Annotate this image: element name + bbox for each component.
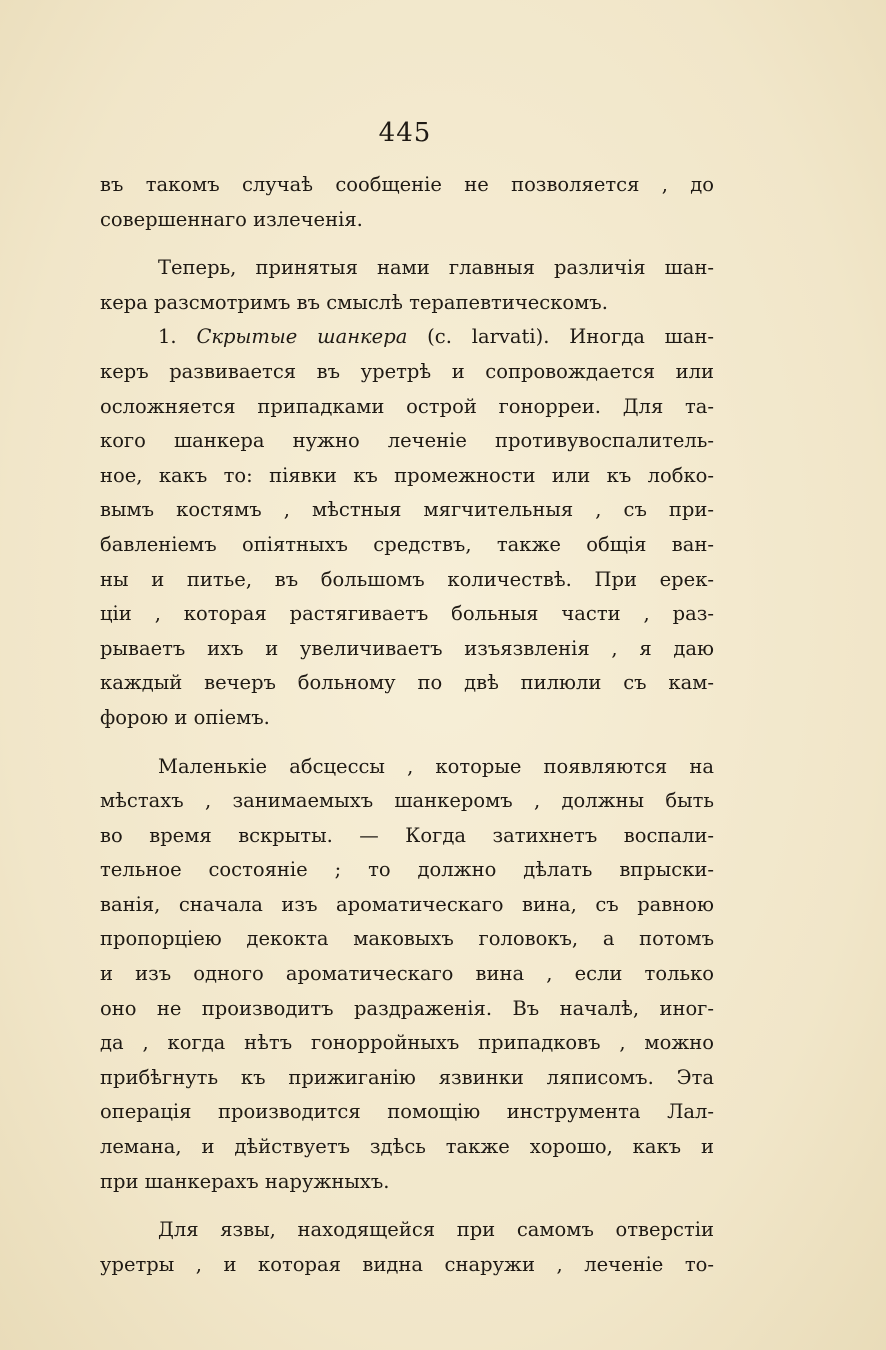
- text-line: при шанкерахъ наружныхъ.: [100, 1169, 390, 1193]
- text-line: мѣстахъ , занимаемыхъ шанкеромъ , должны быть: [100, 789, 714, 813]
- text-line: вымъ костямъ , мѣстныя мягчительныя , съ при-: [100, 498, 714, 522]
- italic-term: Скрытые шанкера: [196, 325, 408, 349]
- text-line: во время вскрыты. — Когда затихнетъ воспали-: [100, 823, 714, 847]
- text-line: Маленькіе абсцессы , которые появляются на: [158, 754, 714, 778]
- text-line: кого шанкера нужно леченіе противувоспалитель-: [100, 429, 714, 453]
- text-line: осложняется припадками острой гонорреи. Для та-: [100, 394, 714, 418]
- text-line: ное, какъ то: піявки къ промежности или къ лобко-: [100, 463, 714, 487]
- paragraph-gap: [100, 736, 714, 750]
- text-line: лемана, и дѣйствуетъ здѣсь также хорошо, какъ и: [100, 1135, 714, 1159]
- paragraph-gap: [100, 1199, 714, 1213]
- text-line: да , когда нѣтъ гонорройныхъ припадковъ , можно: [100, 1031, 714, 1055]
- text-line: тельное состояніе ; то должно дѣлать впрыски-: [100, 858, 714, 882]
- text-line: кера разсмотримъ въ смыслѣ терапевтическомъ.: [100, 290, 608, 314]
- text-line: [100, 320, 714, 355]
- text-line: операція производится помощію инструмента Лал-: [100, 1100, 714, 1124]
- text-line: ванія, сначала изъ ароматическаго вина, съ равною: [100, 892, 714, 916]
- text-line: уретры , и которая видна снаружи , леченіе то-: [100, 1252, 714, 1276]
- text-line: ціи , которая растягиваетъ больныя части , раз-: [100, 602, 714, 626]
- page-number: 445: [378, 118, 432, 148]
- text-line: и изъ одного ароматическаго вина , если только: [100, 962, 714, 986]
- text-line: рываетъ ихъ и увеличиваетъ изъязвленія , я даю: [100, 636, 714, 660]
- text-line-segment: (c. larvati). Иногда шан-: [407, 325, 714, 349]
- text-line: форою и опіемъ.: [100, 705, 270, 729]
- text-line: ны и питье, въ большомъ количествѣ. При ерек-: [100, 567, 714, 591]
- text-line: прибѣгнуть къ прижиганію язвинки ляписомъ. Эта: [100, 1065, 714, 1089]
- text-line: совершеннаго излеченія.: [100, 207, 363, 231]
- text-line-segment: 1.: [158, 325, 197, 349]
- text-line: Для язвы, находящейся при самомъ отверстіи: [158, 1218, 714, 1242]
- text-line: въ такомъ случаѣ сообщеніе не позволяется , до: [100, 173, 714, 196]
- paragraph-gap: [100, 237, 714, 251]
- text-line: бавленіемъ опіятныхъ средствъ, также общія ван-: [100, 532, 714, 556]
- text-line: каждый вечеръ больному по двѣ пилюли съ кам-: [100, 671, 714, 695]
- body-text: [100, 168, 714, 1282]
- text-line: Теперь, принятыя нами главныя различія шан-: [158, 256, 714, 280]
- text-line: оно не производитъ раздраженія. Въ началѣ, иног-: [100, 996, 714, 1020]
- text-line: пропорціею декокта маковыхъ головокъ, а потомъ: [100, 927, 714, 951]
- text-line: керъ развивается въ уретрѣ и сопровождается или: [100, 359, 714, 383]
